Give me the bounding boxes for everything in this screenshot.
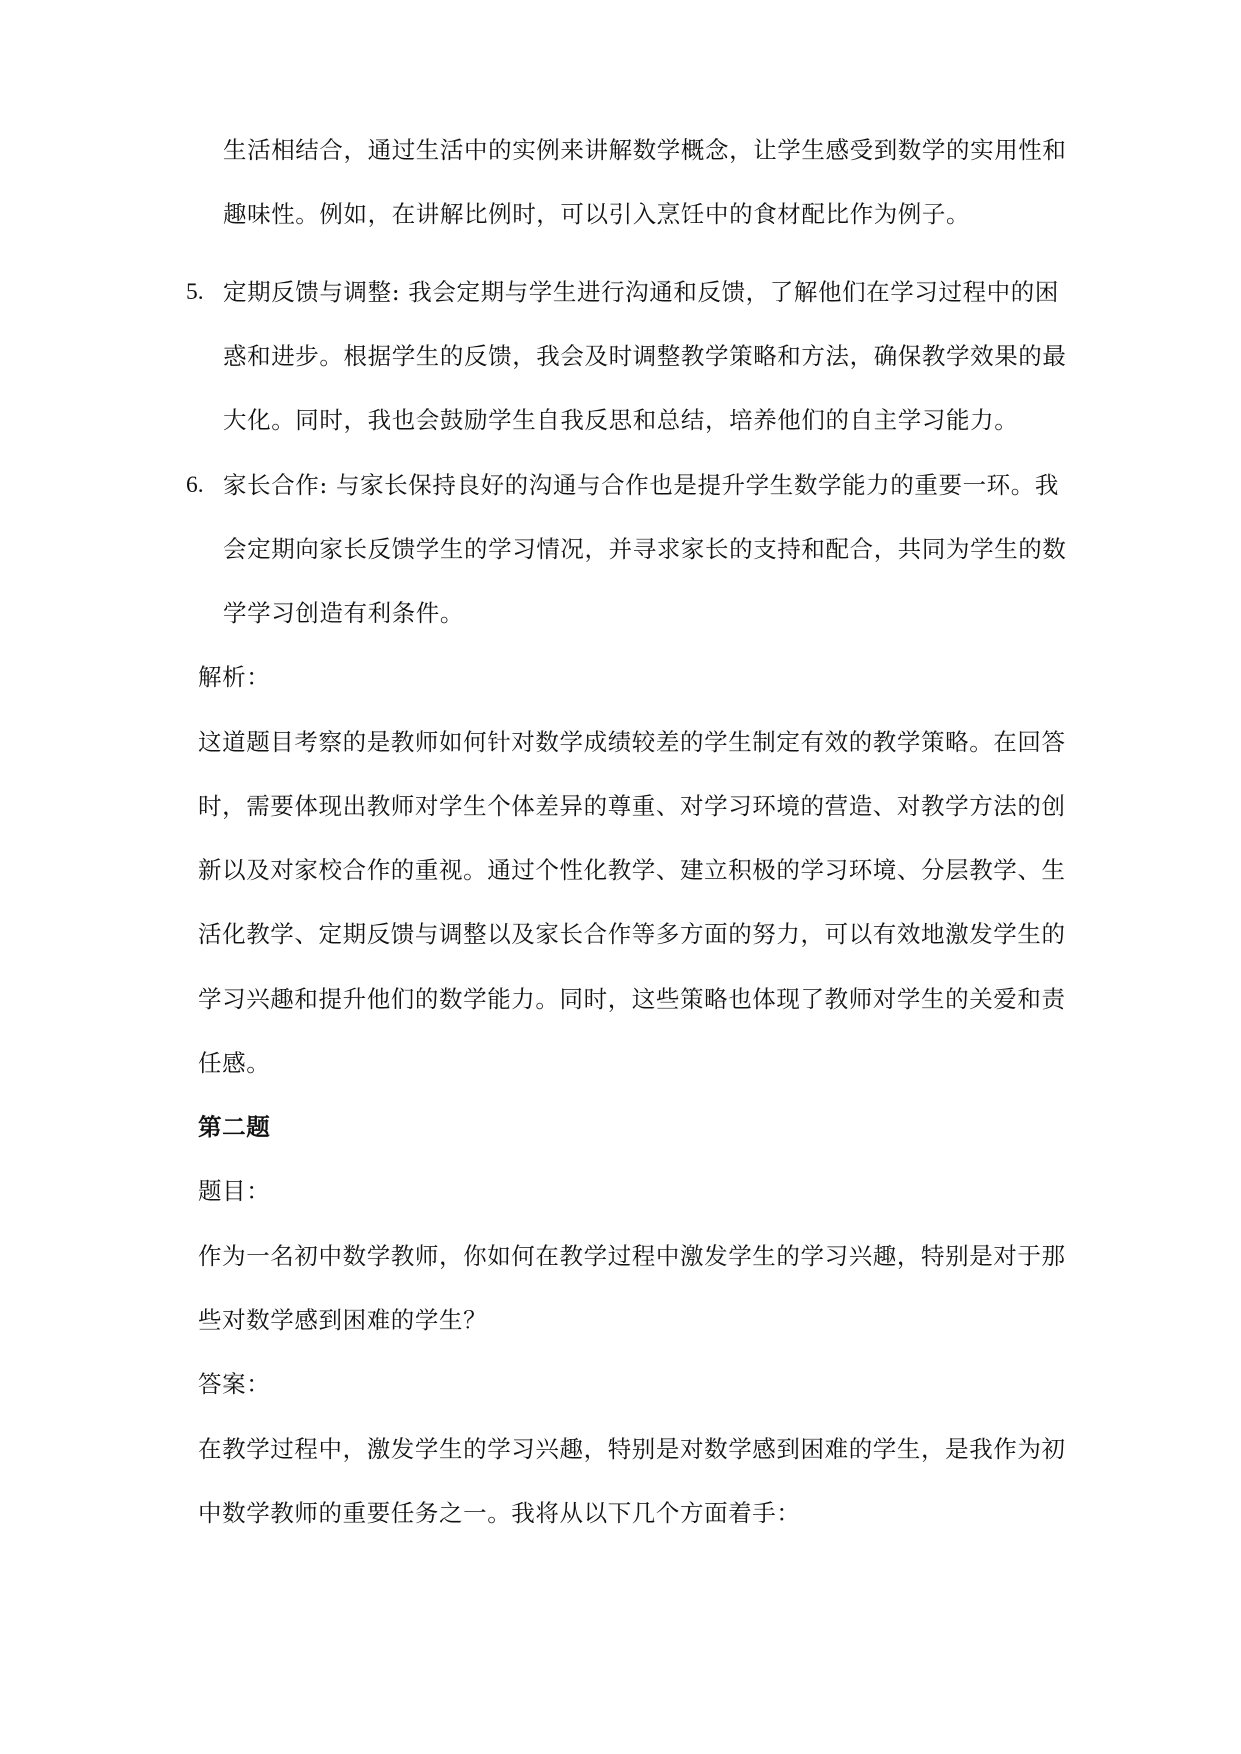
item5-line-2: 惑和进步。根据学生的反馈，我会及时调整教学策略和方法，确保教学效果的最 [223, 342, 1067, 370]
item5-number: 5. [186, 279, 204, 305]
question-line-1: 作为一名初中数学教师，你如何在教学过程中激发学生的学习兴趣，特别是对于那 [198, 1242, 1066, 1270]
question-label: 题目： [198, 1177, 271, 1205]
item6-line-1: 家长合作: 与家长保持良好的沟通与合作也是提升学生数学能力的重要一环。我 [223, 471, 1059, 499]
analysis-line-4: 活化教学、定期反馈与调整以及家长合作等多方面的努力，可以有效地激发学生的 [198, 920, 1066, 948]
analysis-line-3: 新以及对家校合作的重视。通过个性化教学、建立积极的学习环境、分层教学、生 [198, 856, 1066, 884]
item6-line-2: 会定期向家长反馈学生的学习情况，并寻求家长的支持和配合，共同为学生的数 [223, 535, 1067, 563]
item4-line-1: 生活相结合，通过生活中的实例来讲解数学概念，让学生感受到数学的实用性和 [223, 136, 1067, 164]
analysis-line-6: 任感。 [198, 1049, 271, 1077]
item5-line-1: 定期反馈与调整: 我会定期与学生进行沟通和反馈，了解他们在学习过程中的困 [223, 278, 1059, 306]
analysis-label: 解析： [198, 663, 271, 691]
analysis-line-2: 时，需要体现出教师对学生个体差异的尊重、对学习环境的营造、对教学方法的创 [198, 792, 1066, 820]
analysis-line-1: 这道题目考察的是教师如何针对数学成绩较差的学生制定有效的教学策略。在回答 [198, 728, 1066, 756]
section-heading: 第二题 [198, 1113, 271, 1141]
item6-number: 6. [186, 472, 204, 498]
analysis-line-5: 学习兴趣和提升他们的数学能力。同时，这些策略也体现了教师对学生的关爱和责 [198, 985, 1066, 1013]
item4-line-2: 趣味性。例如，在讲解比例时，可以引入烹饪中的食材配比作为例子。 [223, 200, 971, 228]
answer-line-2: 中数学教师的重要任务之一。我将从以下几个方面着手： [198, 1499, 801, 1527]
item5-line-3: 大化。同时，我也会鼓励学生自我反思和总结，培养他们的自主学习能力。 [223, 406, 1019, 434]
item6-line-3: 学学习创造有利条件。 [223, 599, 464, 627]
answer-line-1: 在教学过程中，激发学生的学习兴趣，特别是对数学感到困难的学生，是我作为初 [198, 1435, 1066, 1463]
question-line-2: 些对数学感到困难的学生？ [198, 1306, 488, 1334]
answer-label: 答案： [198, 1370, 271, 1398]
